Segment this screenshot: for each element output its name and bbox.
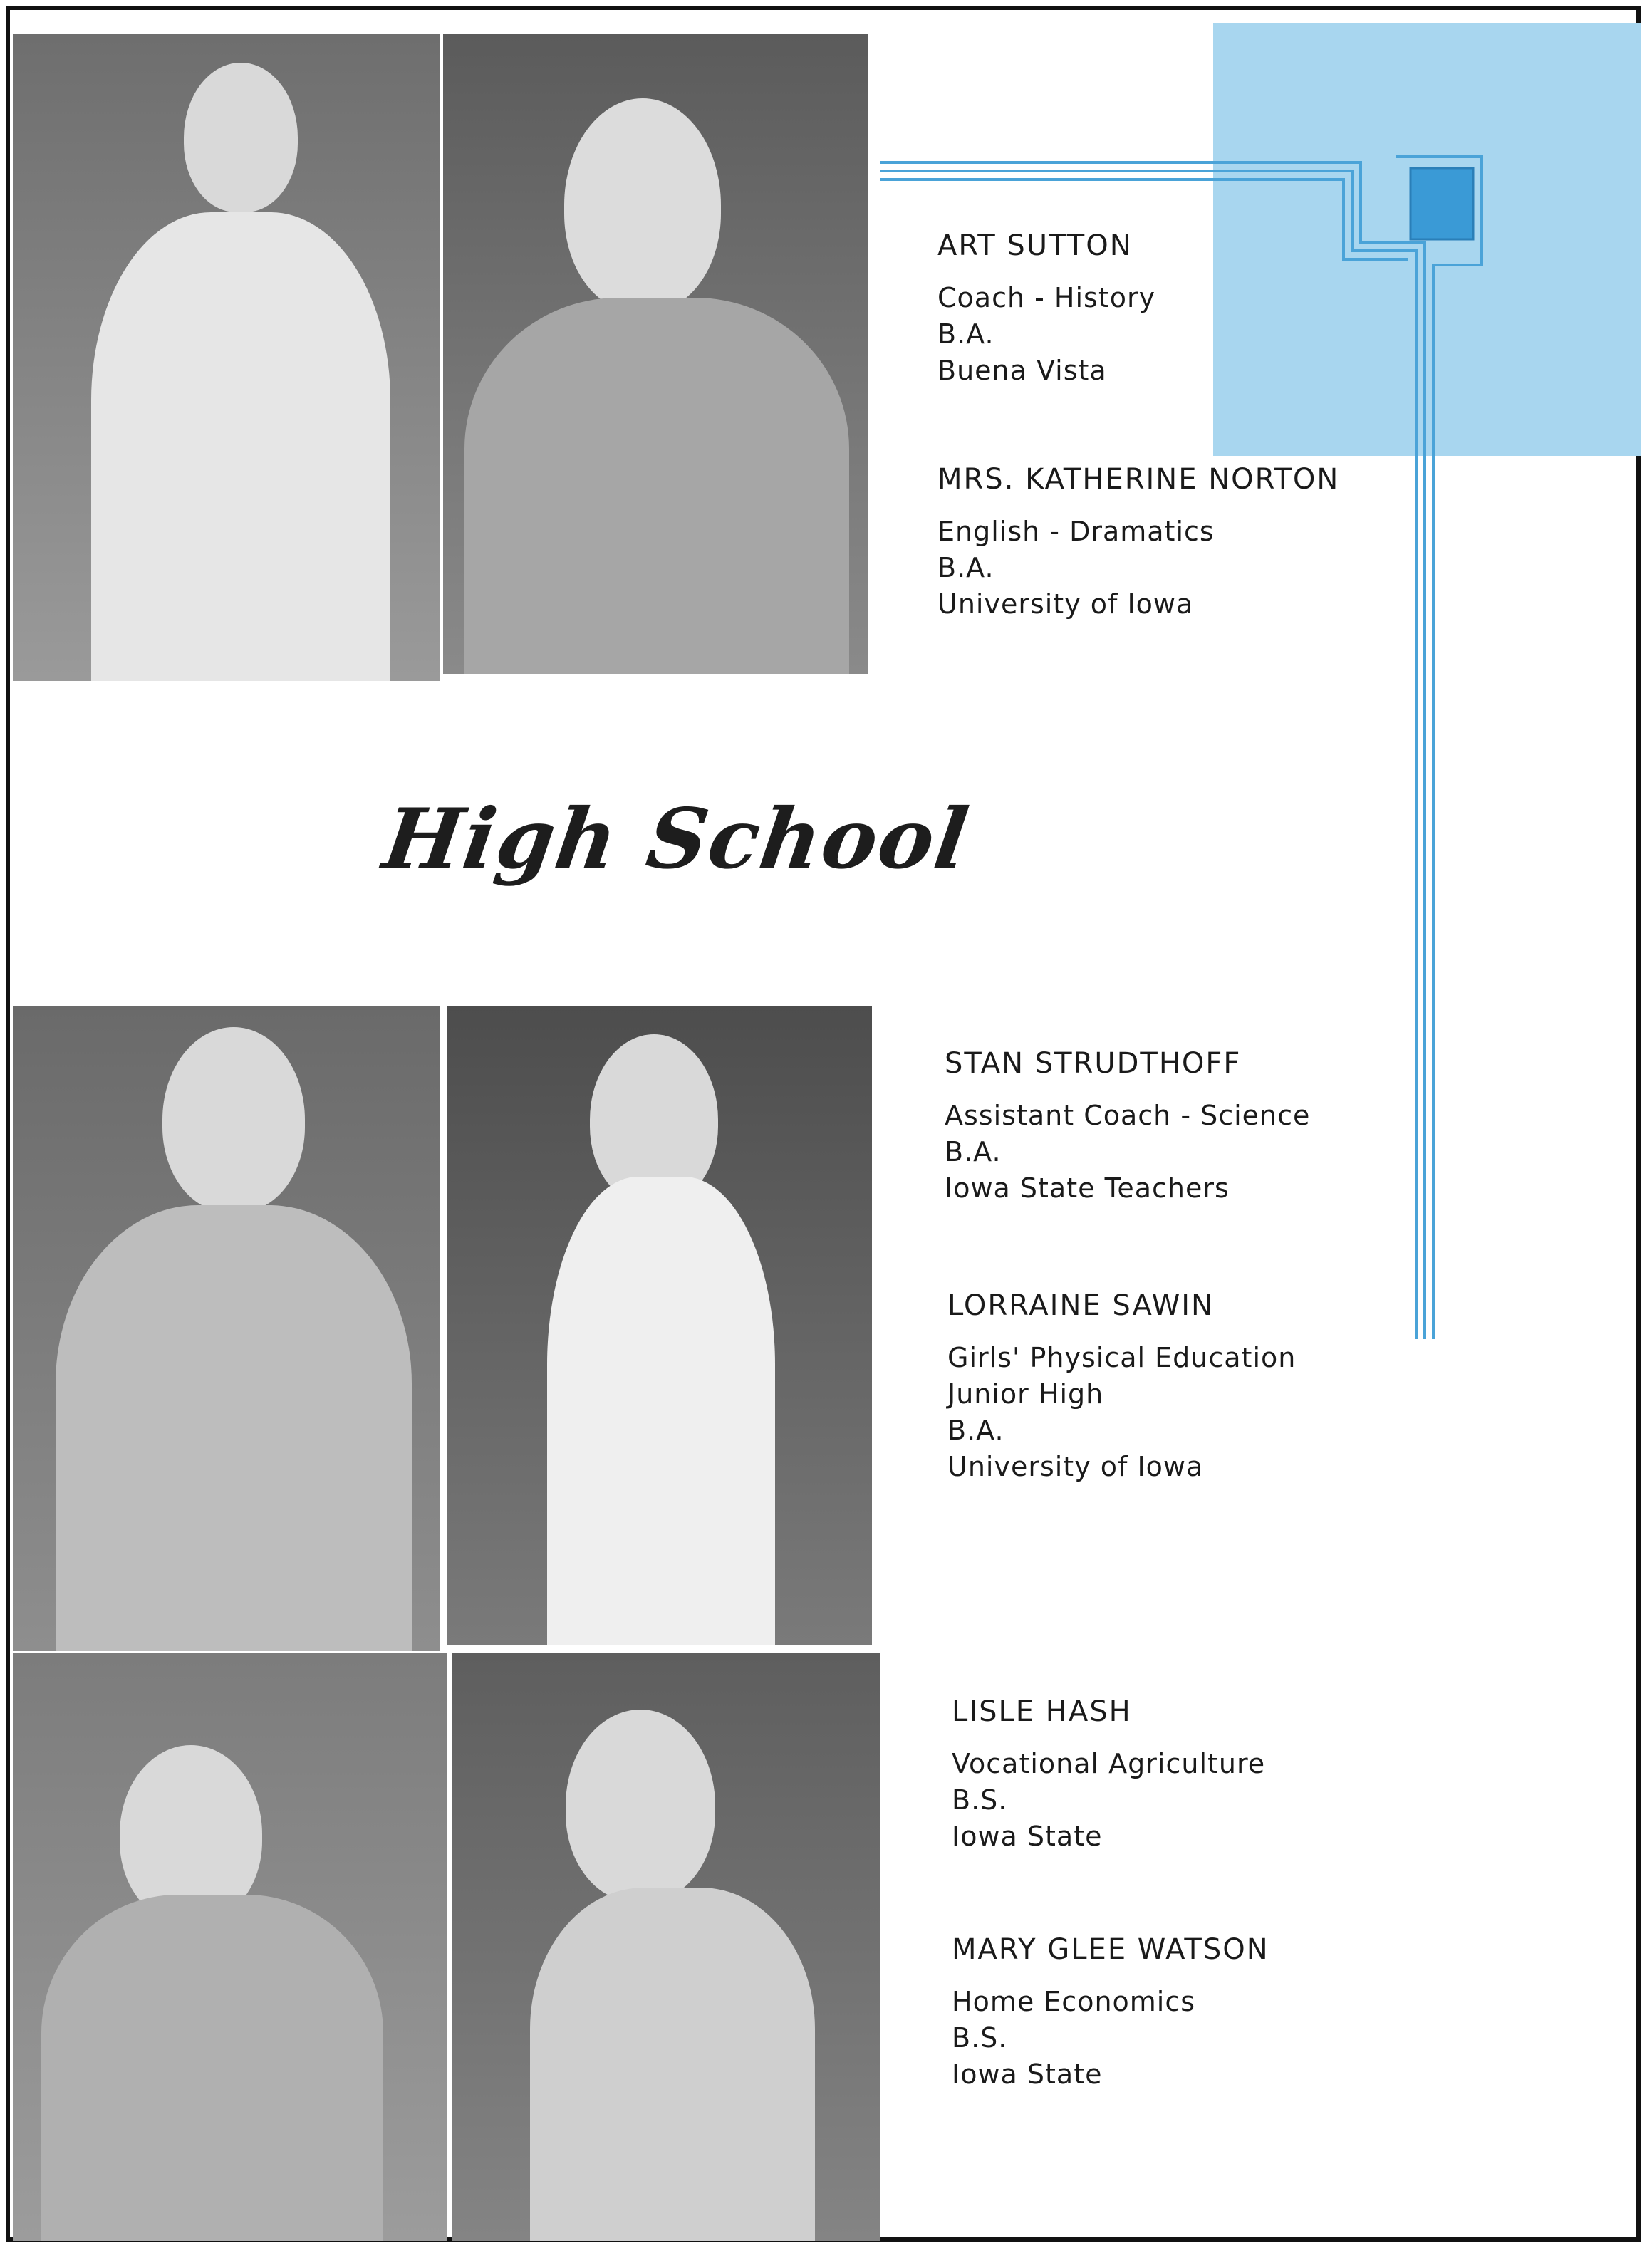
teacher-detail: B.A. [937,552,994,583]
teacher-detail: B.A. [937,318,994,350]
teacher-detail: Junior High [947,1378,1104,1410]
teacher-detail: Home Economics [952,1986,1196,2017]
teacher-detail: B.S. [952,1784,1008,1816]
teacher-name: MRS. KATHERINE NORTON [937,463,1340,496]
bio-art-sutton [937,228,1155,389]
bio-lisle-hash [952,1694,1265,1855]
teacher-detail: Girls' Physical Education [947,1342,1297,1373]
bio-mary-glee-watson [952,1932,1269,2093]
blue-square [1411,168,1473,239]
section-title: High School [378,791,975,888]
teacher-name: MARY GLEE WATSON [952,1933,1269,1966]
teacher-detail: Coach - History [937,282,1156,313]
teacher-detail: Iowa State Teachers [945,1172,1230,1204]
photo-stan-strudthoff [13,1006,440,1651]
photo-lorraine-sawin [447,1006,872,1645]
bio-katherine-norton [937,462,1339,623]
teacher-name: LORRAINE SAWIN [947,1289,1214,1322]
teacher-detail: Iowa State [952,1821,1103,1852]
teacher-detail: English - Dramatics [937,516,1215,547]
teacher-detail: B.S. [952,2022,1008,2054]
photo-mary-glee-watson [452,1653,880,2241]
teacher-detail: Assistant Coach - Science [945,1100,1311,1131]
teacher-detail: Vocational Agriculture [952,1748,1266,1779]
teacher-detail: University of Iowa [937,588,1194,620]
bio-stan-strudthoff [945,1046,1310,1207]
teacher-detail: Buena Vista [937,355,1107,386]
teacher-detail: University of Iowa [947,1451,1204,1482]
teacher-detail: B.A. [945,1136,1002,1167]
teacher-name: STAN STRUDTHOFF [945,1047,1242,1080]
teacher-name: ART SUTTON [937,229,1133,262]
photo-katherine-norton [443,34,868,674]
photo-art-sutton [13,34,440,681]
photo-lisle-hash [13,1653,447,2241]
teacher-detail: B.A. [947,1415,1004,1446]
bio-lorraine-sawin [947,1288,1296,1485]
teacher-detail: Iowa State [952,2059,1103,2090]
teacher-name: LISLE HASH [952,1695,1132,1728]
